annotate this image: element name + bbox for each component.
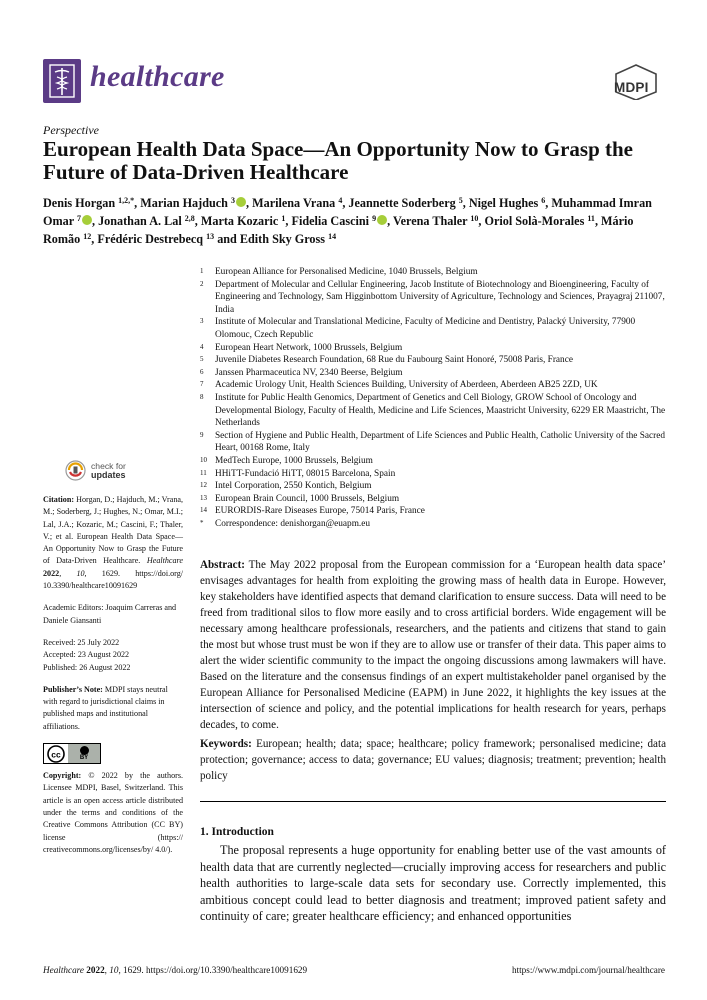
affiliation-number: 14 <box>200 506 207 515</box>
author-affiliation-ref: 1 <box>281 214 286 223</box>
author-name: Verena Thaler <box>392 214 468 228</box>
author-separator: , <box>342 196 349 210</box>
citation-volume: 10 <box>76 568 85 578</box>
citation-year: 2022 <box>43 568 60 578</box>
author-affiliation-ref: 3 <box>231 196 235 205</box>
affiliation-number: * <box>200 518 204 527</box>
cc-badge-text: cc <box>51 749 61 760</box>
author-affiliation-ref: 5 <box>458 196 463 205</box>
author-name: Nigel Hughes <box>468 196 539 210</box>
article-info-sidebar <box>43 460 183 866</box>
citation-text: Horgan, D.; Hajduch, M.; Vrana, M.; Soderberg, J.; Hughes, N.; Omar, M.I.; Lal, J.A.; Kozaric, M.; Cascini, F.; Thaler, V.; et al. European Health Data Space—An Opportunity Now to Grasp the Future of Data-Driven Healthcare. <box>43 495 183 566</box>
citation-journal: Healthcare <box>146 556 184 566</box>
affiliation-item <box>200 379 666 392</box>
affiliation-text: Section of Hygiene and Public Health, Department of Life Sciences and Public Health, Catholic University of the Sacred Heart, 00168 Rome, Italy <box>215 430 665 454</box>
caduceus-icon <box>43 59 81 103</box>
author-separator: , <box>194 214 201 228</box>
mdpi-logo <box>613 64 659 100</box>
author-name: Muhammad Imran Omar <box>43 196 652 228</box>
publisher-note <box>43 684 183 733</box>
author-separator: , <box>594 214 602 228</box>
author-separator: , <box>91 232 98 246</box>
author-name: Marilena Vrana <box>252 196 336 210</box>
affiliation-item <box>200 392 666 430</box>
orcid-icon[interactable] <box>236 197 246 207</box>
article-type: Perspective <box>43 123 99 137</box>
affiliation-number: 11 <box>200 468 207 477</box>
section-divider <box>200 801 666 802</box>
affiliation-number: 10 <box>200 455 207 464</box>
author-name: Fidelia Cascini <box>291 214 370 228</box>
author-separator: , <box>478 214 485 228</box>
author-affiliation-ref: 11 <box>587 214 595 223</box>
author-name: Frédéric Destrebecq <box>97 232 204 246</box>
author-separator: , <box>91 214 99 228</box>
affiliation-number: 6 <box>200 367 204 376</box>
affiliation-number: 1 <box>200 267 204 275</box>
affiliation-item <box>200 430 666 455</box>
affiliation-text: Janssen Pharmaceutica NV, 2340 Beerse, Belgium <box>215 367 403 378</box>
orcid-icon[interactable] <box>377 215 387 225</box>
author-name: Oriol Solà-Morales <box>484 214 585 228</box>
author-separator: , <box>134 196 141 210</box>
introduction-heading: 1. Introduction <box>200 826 274 838</box>
affiliation-text: European Heart Network, 1000 Brussels, Belgium <box>215 342 403 353</box>
affiliation-text[interactable]: Correspondence: denishorgan@euapm.eu <box>215 518 371 529</box>
mdpi-logo-text: MDPI <box>614 80 649 95</box>
footer-journal-url[interactable]: https://www.mdpi.com/journal/healthcare <box>511 965 665 975</box>
affiliation-item <box>200 468 666 481</box>
author-affiliation-ref: 13 <box>206 232 215 241</box>
affiliation-item <box>200 342 666 355</box>
affiliation-text: Institute of Molecular and Translational Medicine, Faculty of Medicine and Dentistry, Palacký University, 77900 Olomouc, Czech Republic <box>215 317 636 340</box>
citation-block: Citation: Horgan, D.; Hajduch, M.; Vrana, M.; Soderberg, J.; Hughes, N.; Omar, M.I.; Lal, J.A.; Kozaric, M.; Cascini, F.; Thaler, V.; et al. European Health Data Space—An Opportunity Now to Grasp the Future of Data-Driven Healthcare. Healthcare 2022, 10, 1629. https://doi.org/ 10.3390/healthcare10091629 <box>43 495 184 591</box>
author-name: Jeannette Soderberg <box>348 196 456 210</box>
keywords-text: European; health; data; space; healthcare; policy framework; personalised medicine; data protection; governance; access to data; governance; EU values; diagnosis; treatment; prevention; health policy <box>200 738 666 782</box>
footer-doi-link[interactable]: , 1629. https://doi.org/10.3390/healthcare10091629 <box>118 965 308 975</box>
affiliation-text: European Alliance for Personalised Medicine, 1040 Brussels, Belgium <box>215 267 478 277</box>
author-affiliation-ref: 6 <box>541 196 546 205</box>
footer-volume: 10 <box>109 965 119 975</box>
affiliation-item <box>200 316 666 341</box>
affiliation-text: Department of Molecular and Cellular Engineering, Jacob Institute of Biotechnology and Bioengineering, Faculty of Engineering and Technology, Sam Higginbottom University of Agriculture, Technology and Sciences, Prayagraj 211007, India <box>215 279 665 315</box>
author-separator: , <box>462 196 469 210</box>
check-for-label: check for <box>91 460 126 471</box>
author-separator: , <box>246 196 253 210</box>
footer-citation: Healthcare 2022, 10, 1629. https://doi.org/10.3390/healthcare10091629 <box>43 965 308 975</box>
dates-block <box>43 637 183 674</box>
author-separator: and <box>214 232 240 246</box>
affiliation-number: 4 <box>200 342 204 351</box>
affiliation-text: MedTech Europe, 1000 Brussels, Belgium <box>215 455 373 466</box>
academic-editors: Academic Editors: Joaquim Carreras and Daniele Giansanti <box>43 603 177 625</box>
citation-doi[interactable]: , 1629. https://doi.org/ 10.3390/healthcare10091629 <box>43 568 183 591</box>
publisher-note-text: MDPI stays neutral with regard to jurisdictional claims in published maps and institutional affiliations. <box>43 684 168 731</box>
affiliation-item <box>200 367 666 380</box>
cc-by-label: BY <box>79 754 89 761</box>
publisher-note-label: Publisher’s Note: <box>43 684 103 694</box>
affiliation-text: Institute for Public Health Genomics, Department of Genetics and Cell Biology, GROW School of Oncology and Developmental Biology, Faculty of Health, Medicine and Life Sciences, Maastricht University, 6229 ER Maastricht, The Netherlands <box>215 392 666 429</box>
affiliation-item <box>200 518 666 531</box>
author-list <box>43 194 663 248</box>
affiliation-item <box>200 354 666 367</box>
affiliation-number: 5 <box>200 355 204 364</box>
accepted-date: Accepted: 23 August 2022 <box>43 650 130 660</box>
journal-name: healthcare <box>90 60 225 93</box>
author-separator: , <box>545 196 552 210</box>
affiliation-text: Academic Urology Unit, Health Sciences Building, University of Aberdeen, Aberdeen AB25 2ZD, UK <box>215 380 598 391</box>
affiliation-text: European Brain Council, 1000 Brussels, Belgium <box>215 493 400 504</box>
keywords <box>200 736 666 784</box>
published-date: Published: 26 August 2022 <box>43 662 131 672</box>
affiliation-number: 12 <box>200 481 207 490</box>
author-name: Marta Kozaric <box>200 214 279 228</box>
author-separator: , <box>387 214 393 228</box>
affiliation-item <box>200 493 666 506</box>
author-name: Marian Hajduch <box>140 196 228 210</box>
author-affiliation-ref: 9 <box>372 214 377 223</box>
footer-year: 2022 <box>86 965 105 975</box>
author-separator: , <box>285 214 292 228</box>
introduction-text: The proposal represents a huge opportunity for enabling better use of the vast amounts of health data that are currently neglected—crucially improving access for researchers and public health authorities to large-scale data sets for secondary use. Correctly implemented, this ambitious concept could lead to better diagnosis and treatment; improved patient safety and continuity of care; greater healthcare efficiency; and enhanced opportunities <box>200 843 666 924</box>
affiliation-item <box>200 266 666 279</box>
affiliation-item <box>200 455 666 468</box>
affiliation-item <box>200 279 666 317</box>
affiliation-number: 2 <box>200 279 204 288</box>
affiliation-text: HHiTT-Fundació HiTT, 08015 Barcelona, Spain <box>215 468 396 479</box>
updates-label: updates <box>91 469 126 480</box>
author-name: Edith Sky Gross <box>239 232 326 246</box>
abstract-text: The May 2022 proposal from the European commission for a ‘European health data space’ envisages advantages for health from exploiting the growing mass of health data in Europe. However, key stakeholders have identified aspects that demand clarification to ensure success. Data will need to be freed from traditional silos to flow more easily and to cross artificial borders. Wide engagement will be necessary among healthcare professionals, researchers, and the patients and citizens that stand to gain the most but whose trust must be won if they are to allow use or transfer of their data. This paper aims to alert the wider scientific community to the impact the ongoing discussions among lawmakers will have. Based on the literature and the consensus findings of an expert multistakeholder panel organised by the European Alliance for Personalised Medicine (EAPM) in June 2022, it highlights the key issues at the intersection of science and policy, and the potential implications for health research for years, perhaps decades, to come. <box>200 559 667 731</box>
copyright-text: © 2022 by the authors. Licensee MDPI, Basel, Switzerland. This article is an open access article distributed under the terms and conditions of the Creative Commons Attribution (CC BY) license (https:// creativecommons.org/licenses/by/ 4.0/). <box>43 771 183 854</box>
keywords-label: Keywords: <box>200 738 252 750</box>
affiliation-text: EURORDIS-Rare Diseases Europe, 75014 Paris, France <box>215 506 425 517</box>
cc-by-license-badge[interactable] <box>43 743 101 764</box>
copyright-label: Copyright: <box>43 771 82 781</box>
affiliation-item <box>200 505 666 518</box>
affiliation-number: 8 <box>200 392 204 401</box>
check-for-updates-badge[interactable] <box>65 460 183 481</box>
affiliation-text: Juvenile Diabetes Research Foundation, 68 Rue du Faubourg Saint Honoré, 75008 Paris, France <box>215 355 573 366</box>
affiliation-number: 9 <box>200 430 204 439</box>
citation-label: Citation: <box>43 495 75 504</box>
journal-logo <box>43 59 81 103</box>
received-date: Received: 25 July 2022 <box>43 637 120 647</box>
author-affiliation-ref: 7 <box>76 214 81 223</box>
affiliation-number: 13 <box>200 493 207 502</box>
author-name: Jonathan A. Lal <box>98 214 182 228</box>
author-name: Mário Romão <box>43 214 634 246</box>
affiliation-item <box>200 480 666 493</box>
affiliations <box>200 266 666 530</box>
copyright-block <box>43 770 183 856</box>
affiliation-number: 7 <box>200 380 204 389</box>
author-affiliation-ref: 10 <box>470 214 479 223</box>
author-affiliation-ref: 4 <box>338 196 343 205</box>
footer-journal: Healthcare <box>43 965 84 975</box>
affiliation-text: Intel Corporation, 2550 Kontich, Belgium <box>215 481 372 492</box>
check-updates-icon <box>65 460 86 481</box>
author-affiliation-ref: 2,8 <box>184 214 195 223</box>
attribution-icon <box>80 746 89 755</box>
author-affiliation-ref: 14 <box>328 232 337 241</box>
author-affiliation-ref: 1,2,* <box>118 196 135 205</box>
abstract <box>200 557 666 733</box>
creative-commons-icon <box>46 745 66 763</box>
orcid-icon[interactable] <box>82 215 92 225</box>
author-name: Denis Horgan <box>43 196 116 210</box>
article-title: European Health Data Space—An Opportunity Now to Grasp the Future of Data-Driven Healthcare <box>43 137 633 184</box>
affiliation-number: 3 <box>200 317 204 326</box>
abstract-label: Abstract: <box>200 559 245 571</box>
author-affiliation-ref: 12 <box>83 232 92 241</box>
